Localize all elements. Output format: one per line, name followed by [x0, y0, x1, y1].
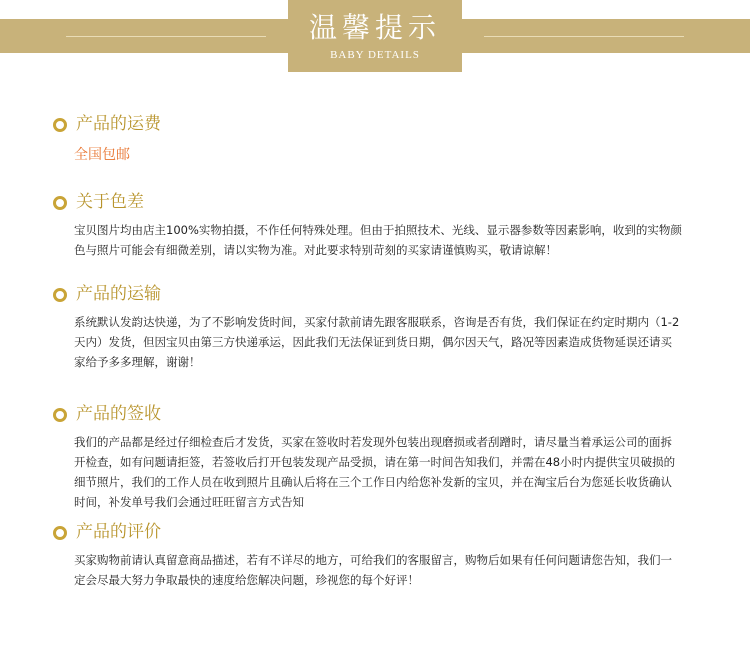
- section-body: 买家购物前请认真留意商品描述，若有不详尽的地方，可给我们的客服留言，购物后如果有任何问题请您告知，我们一定会尽最大努力争取最快的速度给您解决问题，珍视您的每个好评！: [74, 553, 672, 587]
- section-body: 宝贝图片均由店主100%实物拍摄，不作任何特殊处理。但由于拍照技术、光线、显示器参数等因素影响，收到的实物颜色与照片可能会有细微差别，请以实物为准。对此要求特别苛刻的买家请谨慎购买，敬请谅解！: [74, 223, 682, 257]
- section-heading: [53, 282, 693, 306]
- free-shipping-text: 全国包邮: [74, 147, 130, 163]
- section-color-difference: [53, 190, 693, 260]
- section-review: [53, 520, 693, 590]
- section-transport: [53, 282, 693, 372]
- section-title: 产品的运费: [76, 114, 161, 134]
- section-title: 产品的运输: [76, 284, 161, 304]
- banner-rule-left: [66, 36, 266, 37]
- section-body: 我们的产品都是经过仔细检查后才发货，买家在签收时若发现外包装出现磨损或者刮蹭时，请尽量当着承运公司的面拆开检查，如有问题请拒签，若签收后打开包装发现产品受损，请在第一时间告知我们，并需在48小时内提供宝贝破损的细节照片，我们的工作人员在收到照片且确认后将在三个工作日内给您补发新的宝贝，并在淘宝后台为您延长收货确认时间，补发单号我们会通过旺旺留言方式告知: [74, 435, 676, 509]
- circle-bullet-icon: [53, 288, 67, 302]
- section-title: 产品的签收: [76, 404, 161, 424]
- section-body: 系统默认发韵达快递，为了不影响发货时间，买家付款前请先跟客服联系，咨询是否有货，我们保证在约定时期内（1-2天内）发货，但因宝贝由第三方快递承运，因此我们无法保证到货日期，偶尔因天气，路况等因素造成货物延误还请买家给予多多理解，谢谢！: [74, 315, 680, 369]
- section-receipt: [53, 402, 693, 512]
- section-heading: [53, 520, 693, 544]
- section-shipping-fee: [53, 112, 693, 166]
- circle-bullet-icon: [53, 118, 67, 132]
- circle-bullet-icon: [53, 408, 67, 422]
- section-heading: [53, 112, 693, 136]
- section-heading: [53, 402, 693, 426]
- banner-plate: [288, 0, 462, 72]
- section-title: 关于色差: [76, 192, 144, 212]
- banner-title: 温馨提示: [308, 11, 441, 44]
- header-banner: [0, 0, 750, 72]
- section-title: 产品的评价: [76, 522, 161, 542]
- circle-bullet-icon: [53, 526, 67, 540]
- banner-rule-right: [484, 36, 684, 37]
- section-heading: [53, 190, 693, 214]
- banner-subtitle: BABY DETAILS: [330, 49, 420, 61]
- circle-bullet-icon: [53, 196, 67, 210]
